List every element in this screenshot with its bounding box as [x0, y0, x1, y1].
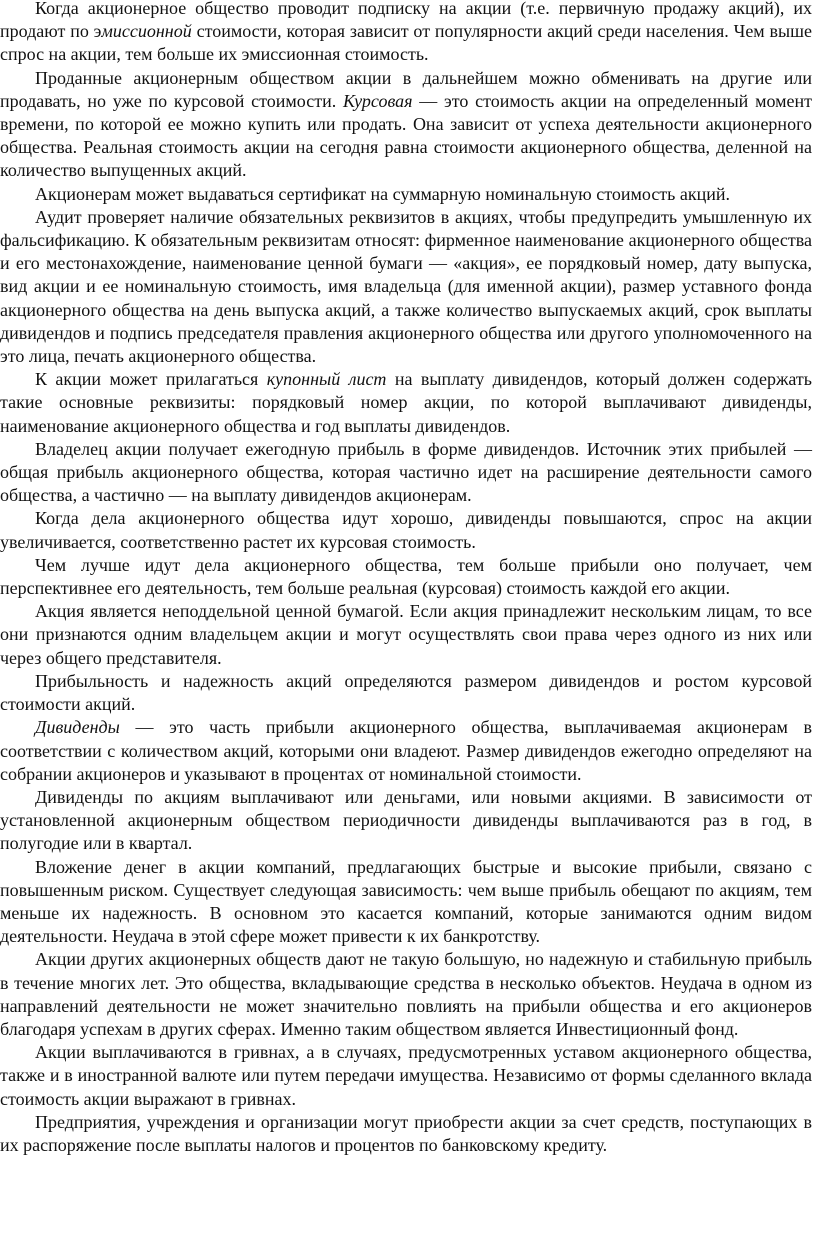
paragraph	[0, 856, 812, 949]
paragraph	[0, 438, 812, 508]
text-segment: на выплату дивидендов, который должен содержать такие основные реквизиты: порядковый номер акции, по которой выплачивают дивиденды, наименование акционерного общества и год выплаты дивидендов.	[0, 369, 813, 436]
text-segment: Акционерам может выдаваться сертификат на суммарную номинальную стоимость акций.	[35, 183, 731, 204]
paragraph	[0, 1041, 812, 1111]
text-segment: Владелец акции получает ежегодную прибыль в форме дивидендов. Источник этих прибылей — общая прибыль акционерного общества, которая частично идет на расширение деятельности самого общества, а частично — на выплату дивидендов акционерам.	[0, 438, 812, 506]
paragraph	[0, 1111, 812, 1157]
text-segment: Когда акционерное общество проводит подписку на акции (т.е. первичную продажу акций), их продают по э	[0, 0, 812, 42]
text-segment: Прибыльность и надежность акций определяются размером дивидендов и ростом курсовой стоимости акций.	[0, 670, 812, 715]
italic-term: миссионной	[101, 21, 192, 42]
paragraph	[0, 786, 812, 856]
text-segment: Проданные акционерным обществом акции в дальнейшем можно обменивать на другие или продавать, но уже по курсовой стоимости.	[0, 67, 812, 111]
text-segment: Аудит проверяет наличие обязательных реквизитов в акциях, чтобы предупредить умышленную их фальсификацию. К обязательным реквизитам относят: фирменное наименование акционерного общества и его местонахождение, наименование ценной бумаги — «акция», ее порядковый номер, дату выпуска, вид акции и ее номинальную стоимость, имя владельца (для именной акции), размер уставного фонда акционерного общества на день выпуска акций, а также количество выпускаемых акций, срок выплаты дивидендов и подпись председателя правления акционерного общества или другого уполномоченного на это лица, печать акционерного общества.	[0, 206, 812, 367]
text-segment: — это часть прибыли акционерного общества, выплачиваемая акционерам в соответствии с количеством акций, которыми они владеют. Размер дивидендов ежегодно определяют на собрании акционеров и указывают в процентах от номинальной стоимости.	[0, 717, 812, 784]
paragraph	[0, 948, 812, 1041]
italic-term: Курсовая	[342, 90, 413, 111]
text-segment: — это стоимость акции на определенный момент времени, по которой ее можно купить или продать. Она зависит от успеха деятельности акционерного общества. Реальная стоимость акции на сегодня равна стоимости акционерного общества, деленной на количество выпущенных акций.	[0, 90, 813, 181]
paragraph	[0, 507, 812, 553]
italic-term: купонный лист	[266, 369, 387, 390]
paragraph	[0, 600, 812, 670]
italic-term: Дивиденды	[35, 717, 120, 738]
paragraph	[0, 554, 812, 600]
text-segment: Предприятия, учреждения и организации могут приобрести акции за счет средств, поступающих в их распоряжение после выплаты налогов и процентов по банковскому кредиту.	[0, 1111, 812, 1155]
paragraph	[0, 368, 812, 438]
text-segment: Когда дела акционерного общества идут хорошо, дивиденды повышаются, спрос на акции увеличивается, соответственно растет их курсовая стоимость.	[0, 508, 812, 552]
paragraph	[0, 67, 812, 183]
paragraph	[0, 0, 812, 67]
text-segment: Вложение денег в акции компаний, предлагающих быстрые и высокие прибыли, связано с повышенным риском. Существует следующая зависимость: чем выше прибыль обещают по акциям, тем меньше их надежность. В основном это касается компаний, которые занимаются одним видом деятельности. Неудача в этой сфере может привести к их банкротству.	[0, 856, 812, 947]
paragraph	[0, 716, 812, 786]
text-segment: Дивиденды по акциям выплачивают или деньгами, или новыми акциями. В зависимости от установленной акционерным обществом периодичности дивиденды выплачиваются раз в год, в полугодие или в квартал.	[0, 786, 812, 854]
text-segment: Акция является неподдельной ценной бумагой. Если акция принадлежит нескольким лицам, то все они признаются одним владельцем акции и могут осуществлять свои права через одного из них или через общего представителя.	[0, 601, 812, 668]
text-segment: Акции других акционерных обществ дают не такую большую, но надежную и стабильную прибыль в течение многих лет. Это общества, вкладывающие средства в несколько объектов. Неудача в одном из направлений деятельности не может значительно повлиять на прибыли общества и его акционеров благодаря успехам в других сферах. Именно таким обществом является Инвестиционный фонд.	[0, 949, 812, 1039]
text-segment: К акции может прилагаться	[35, 369, 267, 390]
text-segment: Акции выплачиваются в гривнах, а в случаях, предусмотренных уставом акционерного общества, также и в иностранной валюте или путем передачи имущества. Независимо от формы сделанного вклада стоимость акции выражают в гривнах.	[0, 1042, 812, 1109]
paragraph	[0, 206, 812, 368]
text-segment: Чем лучше идут дела акционерного общества, тем больше прибыли оно получает, чем перспективнее его деятельность, тем больше реальная (курсовая) стоимость каждой его акции.	[0, 554, 812, 599]
paragraph	[0, 670, 812, 716]
text-segment: стоимости, которая зависит от популярности акций среди населения. Чем выше спрос на акции, тем больше их эмиссионная стоимость.	[0, 21, 812, 65]
paragraph	[0, 183, 812, 206]
